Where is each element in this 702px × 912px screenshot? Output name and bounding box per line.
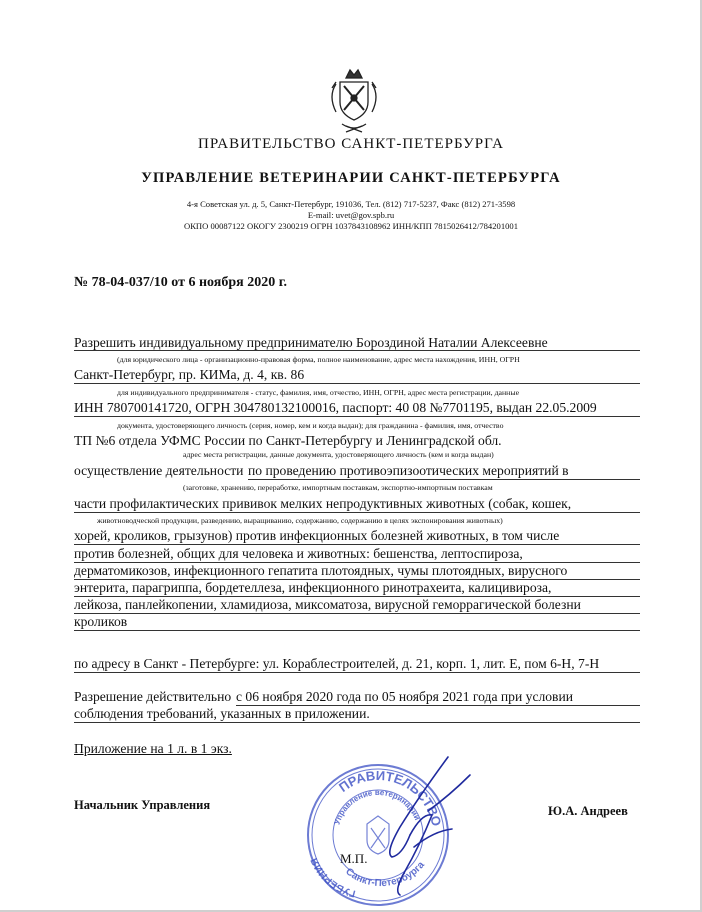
stamp-text-top: ПРАВИТЕЛЬСТВО bbox=[336, 767, 445, 828]
field-note: (заготовке, хранению, переработке, импортным поставкам, экспортно-импортным поставкам bbox=[183, 483, 493, 492]
underline bbox=[74, 722, 640, 723]
underline bbox=[74, 416, 640, 417]
field-note: (для юридического лица - организационно-правовая форма, полное наименование, адрес места нахождения, ИНН, ОГРН bbox=[117, 355, 520, 364]
government-title: ПРАВИТЕЛЬСТВО САНКТ-ПЕТЕРБУРГА bbox=[198, 136, 504, 152]
stamp-text-inner: Управление ветеринарии bbox=[332, 787, 422, 826]
underline bbox=[74, 613, 640, 614]
activity-line: по проведению противоэпизоотических мероприятий в bbox=[248, 463, 569, 478]
field-note: для индивидуального предпринимателя - статус, фамилия, имя, отчество, ИНН, ОГРН, адрес места регистрации, данные bbox=[117, 388, 520, 397]
field-note: документа, удостоверяющего личность (серия, номер, кем и когда выдан); для гражданина - фамилия, имя, отчество bbox=[117, 421, 504, 430]
attachment-note: Приложение на 1 л. в 1 экз. bbox=[74, 741, 232, 756]
activity-line: части профилактических прививок мелких непродуктивных животных (собак, кошек, bbox=[74, 496, 572, 511]
underline bbox=[74, 512, 640, 513]
activity-line: кроликов bbox=[74, 614, 128, 629]
validity-period: с 06 ноября 2020 года по 05 ноября 2021 года при условии bbox=[236, 689, 574, 704]
contact-address: 4-я Советская ул. д. 5, Санкт-Петербург, 191036, Тел. (812) 717-5237, Факс (812) 271-3598 bbox=[186, 199, 516, 209]
activity-line: дерматомикозов, инфекционного гепатита плотоядных, чумы плотоядных, вирусного bbox=[74, 563, 568, 578]
stamp-place-label: М.П. bbox=[340, 851, 368, 866]
activity-line: энтерита, парагриппа, бордетеллеза, инфекционного ринотрахеита, калицивироза, bbox=[74, 580, 552, 595]
field-recipient-ids: ИНН 780700141720, ОГРН 304780132100016, паспорт: 40 08 №7701195, выдан 22.05.2009 bbox=[74, 400, 597, 415]
underline bbox=[74, 383, 640, 384]
validity-prefix: Разрешение действительно bbox=[74, 689, 232, 704]
underline bbox=[74, 350, 640, 351]
handwritten-signature bbox=[330, 735, 480, 905]
activity-line: лейкоза, панлейкопении, хламидиоза, миксоматоза, вирусной геморрагической болезни bbox=[74, 597, 581, 612]
signatory-name: Ю.А. Андреев bbox=[548, 804, 628, 818]
field-passport-issuer: ТП №6 отдела УФМС России по Санкт-Петербургу и Ленинградской обл. bbox=[74, 433, 502, 448]
activity-prefix: осуществление деятельности bbox=[74, 463, 244, 478]
registry-codes: ОКПО 00087122 ОКОГУ 2300219 ОГРН 1037843108962 ИНН/КПП 7815026412/784201001 bbox=[183, 221, 519, 231]
field-note: животноводческой продукции, разведению, выращиванию, содержанию, содержанию в целях экспонирования животных) bbox=[97, 516, 503, 525]
activity-address: по адресу в Санкт - Петербурге: ул. Кораблестроителей, д. 21, корп. 1, лит. Е, пом 6-Н, 7-Н bbox=[74, 656, 600, 671]
department-title: УПРАВЛЕНИЕ ВЕТЕРИНАРИИ САНКТ-ПЕТЕРБУРГА bbox=[141, 170, 561, 186]
field-recipient-address: Санкт-Петербург, пр. КИМа, д. 4, кв. 86 bbox=[74, 367, 305, 382]
underline bbox=[74, 672, 640, 673]
contact-email: E-mail: uvet@gov.spb.ru bbox=[307, 210, 395, 220]
stamp-text-bottom: Санкт-Петербурга bbox=[343, 859, 427, 890]
validity-conditions: соблюдения требований, указанных в приложении. bbox=[74, 706, 370, 721]
underline bbox=[74, 544, 640, 545]
field-note: адрес места регистрации, данные документа, удостоверяющего личность (кем и когда выдан) bbox=[183, 450, 494, 459]
activity-line: против болезней, общих для человека и животных: бешенства, лептоспироза, bbox=[74, 546, 523, 561]
signatory-position: Начальник Управления bbox=[74, 798, 211, 812]
field-recipient: Разрешить индивидуальному предпринимателю Бороздиной Наталии Алексеевне bbox=[74, 335, 548, 350]
stamp-text-left: ГУБЕРНИЯ bbox=[309, 856, 357, 899]
underline bbox=[248, 479, 640, 480]
underline bbox=[74, 630, 640, 631]
document-number: № 78-04-037/10 от 6 ноября 2020 г. bbox=[74, 275, 287, 290]
coat-of-arms-icon bbox=[326, 66, 382, 136]
activity-line: хорей, кроликов, грызунов) против инфекционных болезней животных, в том числе bbox=[74, 528, 560, 543]
